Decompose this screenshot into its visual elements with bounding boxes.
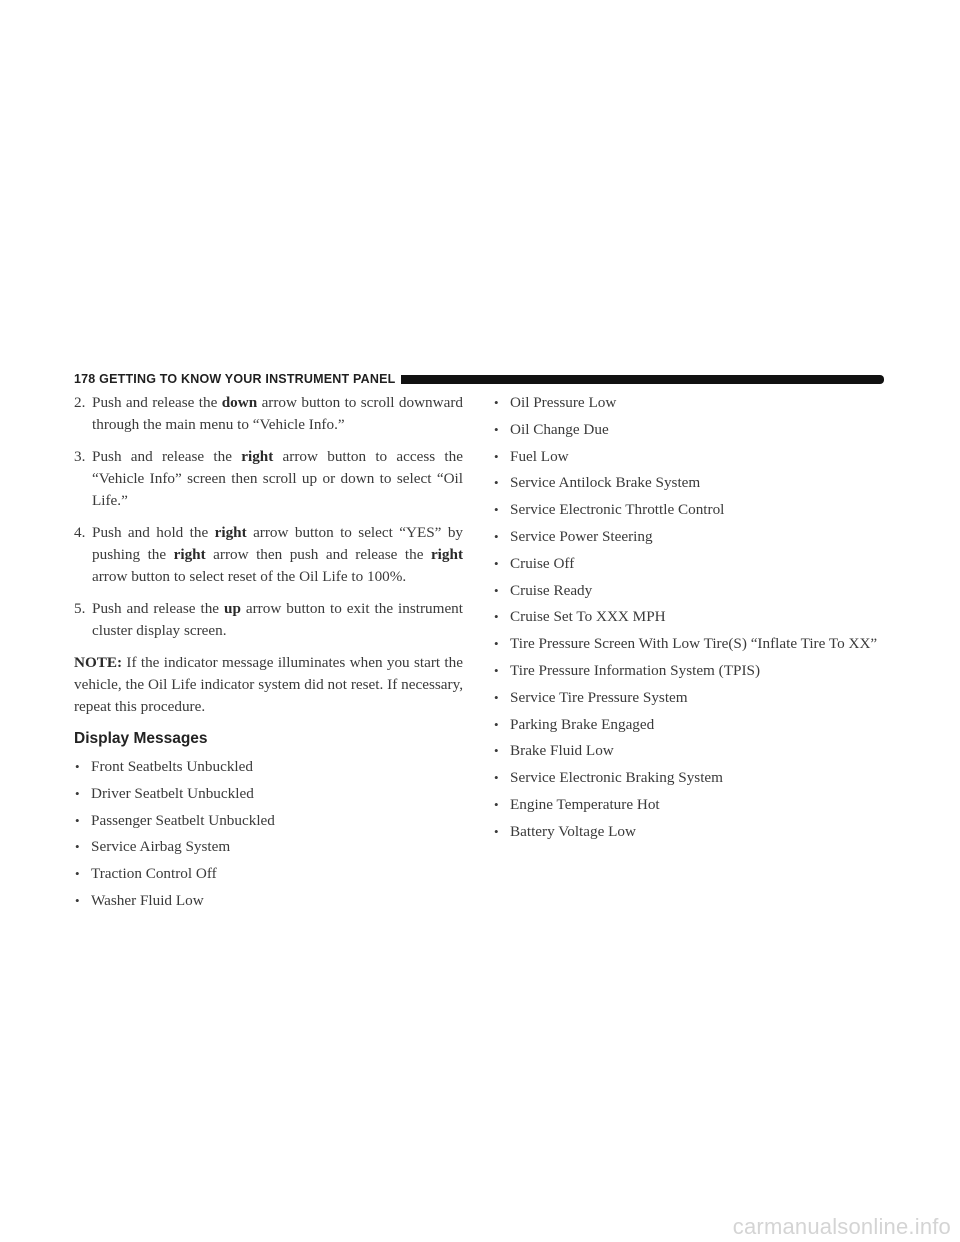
list-item [493, 794, 883, 816]
bullet-icon: • [494, 716, 499, 732]
display-messages-list-left [74, 756, 463, 912]
list-item-text: Traction Control Off [91, 865, 217, 883]
list-item-text: Fuel Low [510, 447, 569, 465]
list-item [493, 740, 883, 762]
watermark: carmanualsonline.info [732, 1214, 951, 1239]
list-item-text: Parking Brake Engaged [510, 715, 655, 733]
list-item-text: Cruise Off [510, 554, 575, 572]
list-item-text: Cruise Set To XXX MPH [510, 608, 666, 626]
step-text: Push and hold the right arrow button to select “YES” by pushing the right arrow then push and release the right arrow button to select reset of the Oil Life to 100%. [92, 524, 464, 585]
list-item-text: Service Power Steering [510, 527, 653, 545]
bullet-icon: • [494, 770, 499, 786]
step-number: 2. [74, 394, 86, 411]
list-item-text: Cruise Ready [510, 581, 593, 599]
bullet-icon: • [494, 636, 499, 652]
list-item-text: Oil Change Due [510, 420, 609, 438]
page-number: 178 [74, 372, 96, 386]
list-item [74, 756, 463, 778]
page-header [74, 371, 884, 387]
section-title: GETTING TO KNOW YOUR INSTRUMENT PANEL [99, 372, 396, 386]
list-item [493, 499, 883, 521]
list-item [493, 660, 883, 682]
list-item [493, 687, 883, 709]
list-item [493, 714, 883, 736]
right-column [493, 392, 883, 848]
bullet-icon: • [494, 448, 499, 464]
note-paragraph [74, 652, 463, 718]
keyword: down [221, 394, 258, 411]
bullet-icon: • [494, 502, 499, 518]
list-item [493, 633, 883, 655]
list-item [74, 836, 463, 858]
list-item [74, 863, 463, 885]
step-text: Push and release the up arrow button to exit the instrument cluster display screen. [92, 600, 463, 639]
step-number: 3. [74, 448, 86, 465]
step-4 [74, 522, 463, 588]
keyword: right [214, 524, 247, 541]
page-header-label [74, 372, 395, 386]
list-item [74, 810, 463, 832]
list-item-text: Washer Fluid Low [91, 891, 204, 909]
bullet-icon: • [75, 785, 80, 801]
step-3 [74, 446, 463, 512]
list-item [493, 553, 883, 575]
step-number: 5. [74, 600, 86, 617]
bullet-icon: • [75, 866, 80, 882]
bullet-icon: • [494, 582, 499, 598]
list-item-text: Tire Pressure Information System (TPIS) [510, 661, 761, 679]
bullet-icon: • [494, 395, 499, 410]
keyword: right [241, 448, 274, 465]
step-number: 4. [74, 524, 86, 541]
list-item-text: Service Tire Pressure System [510, 688, 688, 706]
display-messages-list-right [493, 392, 883, 843]
list-item-text: Oil Pressure Low [510, 394, 617, 411]
bullet-icon: • [75, 839, 80, 855]
keyword: up [224, 600, 241, 617]
step-text: Push and release the right arrow button to access the “Vehicle Info” screen then scroll up or down to select “Oil Life.” [92, 448, 463, 509]
list-item [493, 392, 883, 414]
list-item-text: Service Electronic Braking System [510, 769, 723, 787]
list-item-text: Engine Temperature Hot [510, 795, 660, 813]
keyword: right [173, 546, 206, 563]
note-label: NOTE: [74, 654, 123, 671]
list-item [493, 526, 883, 548]
bullet-icon: • [494, 609, 499, 625]
bullet-icon: • [494, 475, 499, 491]
note-text: If the indicator message illuminates when you start the vehicle, the Oil Life indicator system did not reset. If necessary, repeat this procedure. [74, 654, 463, 715]
bullet-icon: • [494, 823, 499, 839]
bullet-icon: • [75, 892, 80, 908]
bullet-icon: • [494, 555, 499, 571]
list-item [493, 821, 883, 843]
list-item [493, 472, 883, 494]
list-item [74, 890, 463, 912]
display-messages-heading: Display Messages [74, 730, 208, 747]
list-item [493, 580, 883, 602]
left-column [74, 392, 463, 917]
list-item-text: Front Seatbelts Unbuckled [91, 758, 253, 775]
keyword: right [430, 546, 463, 563]
step-text: Push and release the down arrow button to scroll downward through the main menu to “Vehicle Info.” [92, 394, 463, 433]
list-item [493, 767, 883, 789]
bullet-icon: • [494, 662, 499, 678]
list-item-text: Service Electronic Throttle Control [510, 501, 725, 519]
list-item-text: Passenger Seatbelt Unbuckled [91, 811, 275, 829]
list-item-text: Brake Fluid Low [510, 742, 614, 760]
list-item [493, 419, 883, 441]
list-item-text: Service Airbag System [91, 838, 231, 856]
list-item-text: Driver Seatbelt Unbuckled [91, 784, 254, 802]
bullet-icon: • [75, 759, 80, 774]
header-rule-bar [401, 375, 884, 384]
list-item [74, 783, 463, 805]
bullet-icon: • [494, 689, 499, 705]
list-item [493, 446, 883, 468]
list-item-text: Battery Voltage Low [510, 822, 636, 840]
step-5 [74, 598, 463, 642]
list-item [493, 606, 883, 628]
bullet-icon: • [494, 743, 499, 759]
bullet-icon: • [75, 812, 80, 828]
list-item-text: Service Antilock Brake System [510, 474, 701, 492]
bullet-icon: • [494, 796, 499, 812]
step-2 [74, 392, 463, 436]
bullet-icon: • [494, 421, 499, 437]
list-item-text: Tire Pressure Screen With Low Tire(S) “Inflate Tire To XX” [510, 635, 878, 653]
bullet-icon: • [494, 528, 499, 544]
